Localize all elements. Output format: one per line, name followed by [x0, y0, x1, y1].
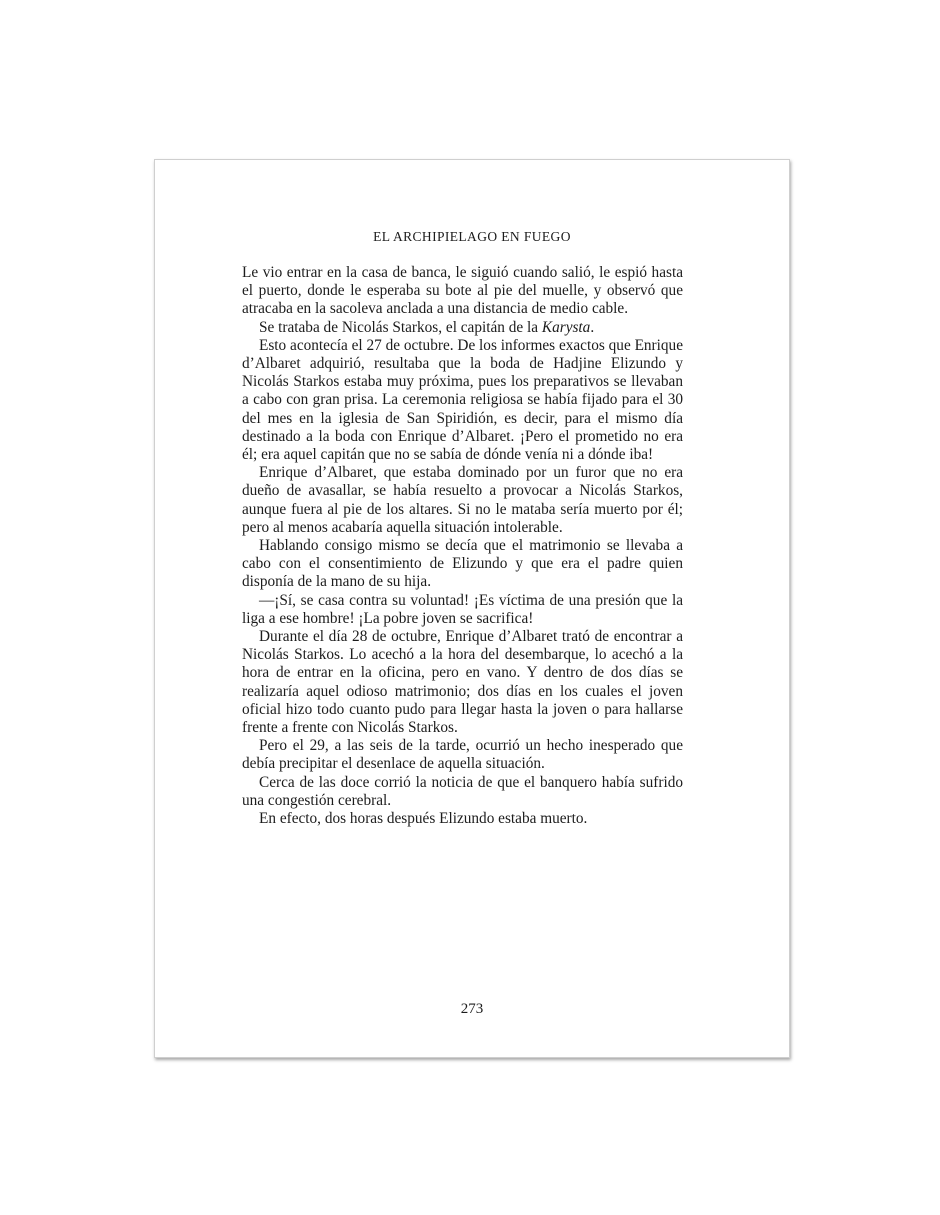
body-text: [242, 264, 683, 828]
page-number: 273: [460, 1001, 484, 1017]
paragraph-8: Pero el 29, a las seis de la tarde, ocurrió un hecho inesperado que debía precipitar el desenlace de aquella situación.: [242, 737, 683, 773]
paragraph-2-text: Se trataba de Nicolás Starkos, el capitán de la: [259, 318, 542, 336]
book-page: [154, 159, 790, 1058]
paragraph-6: —¡Sí, se casa contra su voluntad! ¡Es víctima de una presión que la liga a ese hombre! ¡La pobre joven se sacrifica!: [242, 591, 683, 627]
paragraph-7: Durante el día 28 de octubre, Enrique d’Albaret trató de encontrar a Nicolás Starkos. Lo acechó a la hora del desembarque, lo acechó a la hora de entrar en la oficina, pero en vano. Y dentro de dos días se realizaría aquel odioso matrimonio; dos días en los cuales el joven oficial hizo todo cuanto pudo para llegar hasta la joven o para hallarse frente a frente con Nicolás Starkos.: [242, 628, 683, 737]
paragraph-2-end: .: [590, 318, 595, 336]
paragraph-1: Le vio entrar en la casa de banca, le siguió cuando salió, le espió hasta el puerto, donde le esperaba su bote al pie del muelle, y observó que atracaba en la sacoleva anclada a una distancia de medio cable.: [242, 264, 683, 318]
ship-name: Karysta: [541, 318, 591, 336]
paragraph-9: Cerca de las doce corrió la noticia de que el banquero había sufrido una congestión cerebral.: [242, 773, 683, 809]
paragraph-10: En efecto, dos horas después Elizundo estaba muerto.: [259, 810, 588, 828]
paragraph-5: Hablando consigo mismo se decía que el matrimonio se llevaba a cabo con el consentimiento de Elizundo y que era el padre quien disponía de la mano de su hija.: [242, 537, 683, 591]
paragraph-3: Esto acontecía el 27 de octubre. De los informes exactos que Enrique d’Albaret adquirió, resultaba que la boda de Hadjine Elizundo y Nicolás Starkos estaba muy próxima, pues los preparativos se llevaban a cabo con gran prisa. La ceremonia religiosa se había fijado para el 30 del mes en la iglesia de San Spiridión, es decir, para el mismo día destinado a la boda con Enrique d’Albaret. ¡Pero el prometido no era él; era aquel capitán que no se sabía de dónde venía ni a dónde iba!: [242, 336, 683, 464]
running-head: EL ARCHIPIELAGO EN FUEGO: [373, 229, 571, 244]
paragraph-2: [242, 319, 683, 337]
paragraph-4: Enrique d’Albaret, que estaba dominado por un furor que no era dueño de avasallar, se había resuelto a provocar a Nicolás Starkos, aunque fuera al pie de los altares. Si no le mataba sería muerto por él; pero al menos acabaría aquella situación intolerable.: [242, 464, 683, 536]
